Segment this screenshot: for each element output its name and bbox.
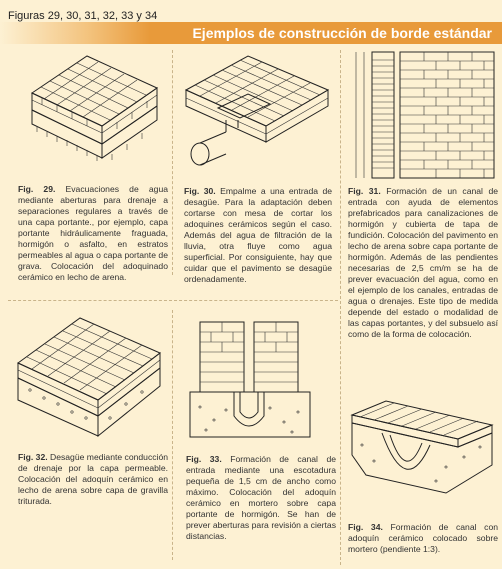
- title-bar-gradient: [0, 22, 150, 44]
- fig33-label: Fig. 33.: [186, 454, 222, 464]
- divider: [172, 310, 173, 560]
- fig31-caption: [348, 186, 498, 340]
- divider: [8, 300, 338, 301]
- fig29-label: Fig. 29.: [18, 184, 56, 194]
- fig34-caption: [348, 522, 498, 555]
- figures-label: Figuras 29, 30, 31, 32, 33 y 34: [8, 10, 158, 22]
- fig30-illustration: [178, 50, 336, 178]
- fig34-illustration: [346, 395, 496, 510]
- fig29-text: Evacuaciones de agua mediante aberturas para drenaje a separaciones regulares a través de una capa portante., por ejemplo, capa portante hidráulicamente fraguada, hormigón o asfalto, en estratos permeables al agua o capa portante de grava. Colocación del adoquinado cerámico en lecho de arena.: [18, 184, 169, 282]
- fig33-illustration: [180, 312, 335, 447]
- fig31-illustration: [350, 50, 496, 180]
- page-header: [0, 0, 502, 44]
- fig33-text: Formación de canal de entrada mediante una escotadura pequeña de 1,5 cm de ancho como máximo. Colocación del adoquín cerámico en mortero sobre capa portante de hormigón. Se han de prever aberturas para revisión a ciertas distancias.: [186, 454, 337, 541]
- fig32-text: Desagüe mediante conducción de drenaje por la capa permeable. Colocación del adoquín cerámico en lecho de arena sobre capa de gravilla triturada.: [18, 452, 169, 506]
- fig29-caption: [18, 184, 168, 283]
- fig29-illustration: [12, 48, 162, 178]
- fig31-label: Fig. 31.: [348, 186, 381, 196]
- fig32-label: Fig. 32.: [18, 452, 48, 462]
- fig33-caption: [186, 454, 336, 542]
- fig32-illustration: [10, 308, 165, 443]
- fig32-caption: [18, 452, 168, 507]
- fig31-text: Formación de un canal de entrada con ayuda de elementos prefabricados para canalizaciones de hormigón y cubierta de tapa de fundición. Colocación del pavimento en lecho de arena sobre capa portante de hormigón. Además de las pendientes necesarias de 2,5 cm/m se ha de prever evacuación del agua, como en el ejemplo de los canales, entradas de agua o drenajes. Este tipo de medida depende del estado o modalidad de las capas portantes, y del subsuelo así como de la forma de colocación.: [348, 186, 499, 339]
- fig30-label: Fig. 30.: [184, 186, 216, 196]
- fig34-label: Fig. 34.: [348, 522, 383, 532]
- page-title: Ejemplos de construcción de borde estándar: [150, 22, 502, 44]
- fig34-text: Formación de canal con adoquín cerámico colocado sobre mortero (pendiente 1:3).: [348, 522, 499, 554]
- divider: [340, 50, 341, 565]
- divider: [172, 50, 173, 275]
- fig30-caption: [184, 186, 332, 285]
- fig30-text: Empalme a una entrada de desagüe. Para la adaptación deben cortarse con mesa de cortar los adoquines cerámicos según el caso. Además del agua de filtración de la lluvia, otra fluye como agua superficial. Por consiguiente, hay que cuidar que el pavimento se desagüe ordenadamente.: [184, 186, 333, 284]
